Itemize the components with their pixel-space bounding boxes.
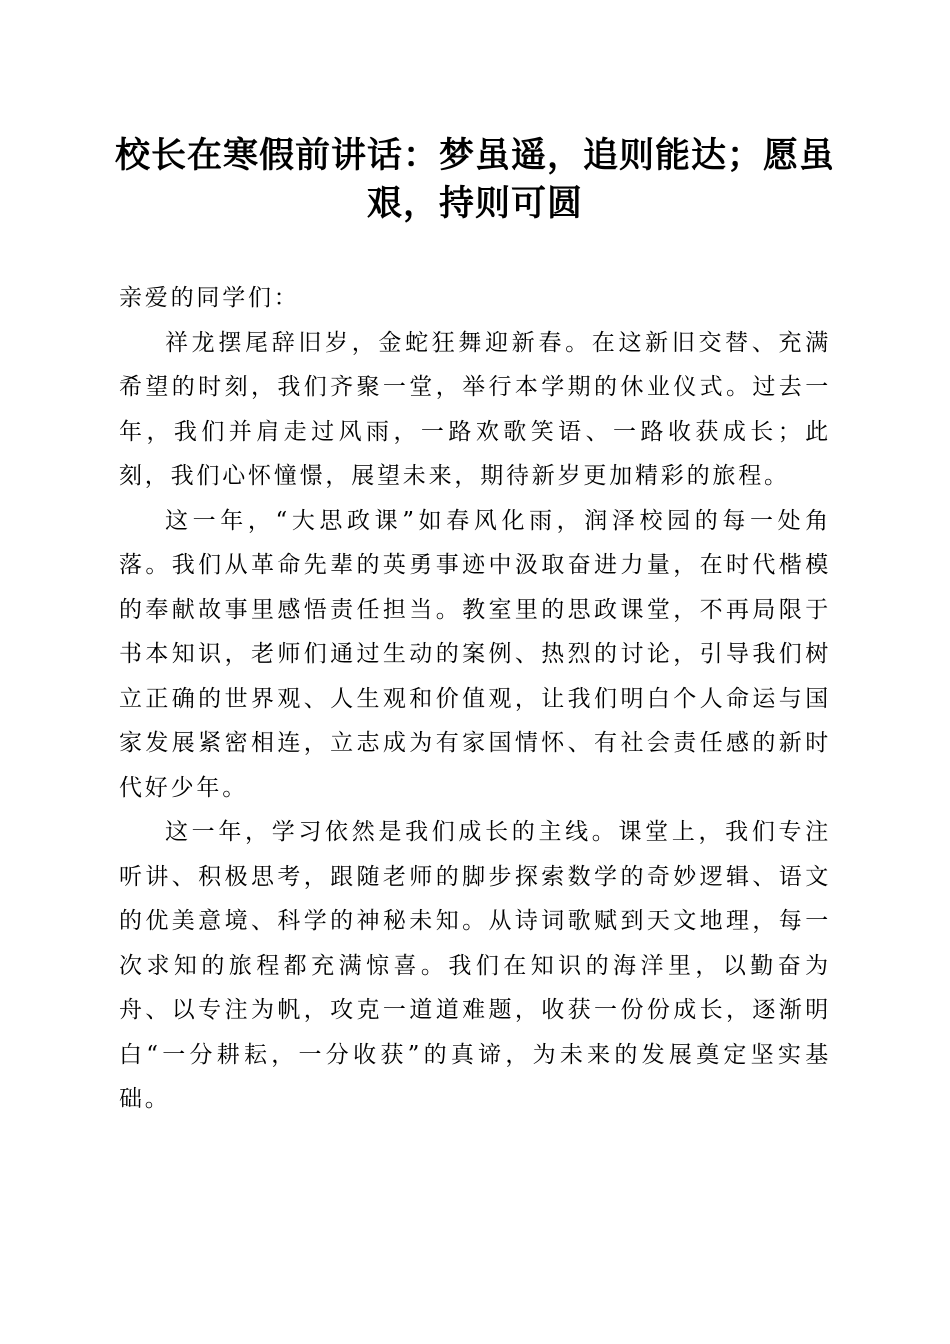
document-body (119, 276, 831, 1122)
paragraph-3: 这一年，学习依然是我们成长的主线。课堂上，我们专注听讲、积极思考，跟随老师的脚步探索数学的奇妙逻辑、语文的优美意境、科学的神秘未知。从诗词歌赋到天文地理，每一次求知的旅程都充满惊喜。我们在知识的海洋里，以勤奋为舟、以专注为帆，攻克一道道难题，收获一份份成长，逐渐明白“一分耕耘，一分收获”的真谛，为未来的发展奠定坚实基础。 (119, 819, 831, 1112)
document-title: 校长在寒假前讲话：梦虽遥，追则能达；愿虽艰，持则可圆 (114, 135, 835, 224)
salutation: 亲爱的同学们： (119, 285, 300, 311)
paragraph-1: 祥龙摆尾辞旧岁，金蛇狂舞迎新春。在这新旧交替、充满希望的时刻，我们齐聚一堂，举行本学期的休业仪式。过去一年，我们并肩走过风雨，一路欢歌笑语、一路收获成长；此刻，我们心怀憧憬，展望未来，期待新岁更加精彩的旅程。 (119, 329, 831, 489)
paragraph-2: 这一年，“大思政课”如春风化雨，润泽校园的每一处角落。我们从革命先辈的英勇事迹中汲取奋进力量，在时代楷模的奉献故事里感悟责任担当。教室里的思政课堂，不再局限于书本知识，老师们通过生动的案例、热烈的讨论，引导我们树立正确的世界观、人生观和价值观，让我们明白个人命运与国家发展紧密相连，立志成为有家国情怀、有社会责任感的新时代好少年。 (119, 507, 831, 801)
